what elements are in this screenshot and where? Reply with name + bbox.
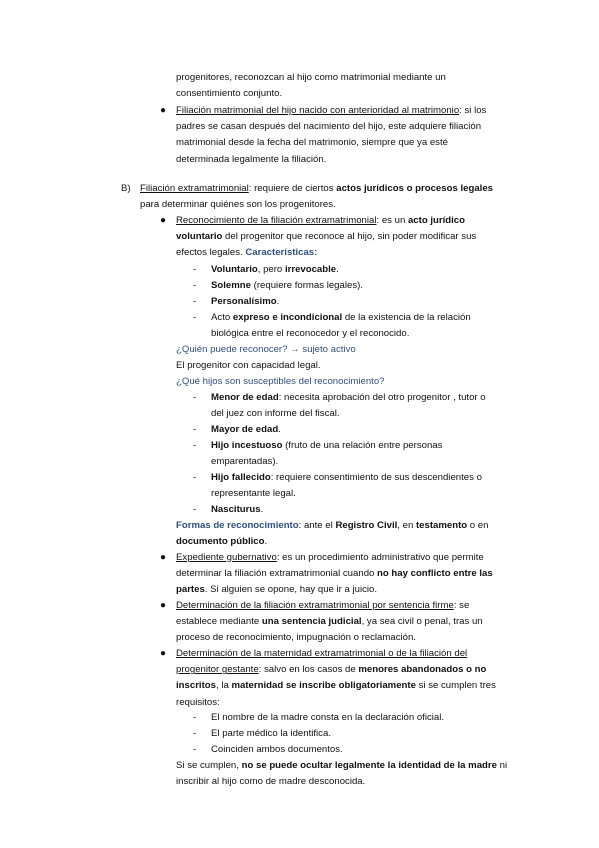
anterioridad-text: : si los <box>459 105 487 116</box>
menor-text: : necesita aprobación del otro progenitor , tutor o <box>278 392 486 403</box>
maternidad-heading-2: progenitor gestante <box>176 664 259 676</box>
inscritos-bold: inscritos <box>176 680 216 692</box>
fallecido-bold: Hijo fallecido <box>211 472 271 483</box>
anterioridad-line-2: padres se casan después del nacimiento del hijo, este adquiere filiación <box>176 121 482 133</box>
intro-line-1: progenitores, reconozcan al hijo como matrimonial mediante un <box>176 72 446 83</box>
dash-marker: - <box>193 392 197 403</box>
expediente-heading: Expediente gubernativo <box>176 552 277 563</box>
incestuoso-line-2: emparentadas). <box>211 456 279 468</box>
fallecido-text: : requiere consentimiento de sus descendientes o <box>270 472 482 483</box>
requisito-item: El nombre de la madre consta en la declaración oficial. <box>211 712 445 723</box>
caracteristica-item <box>211 278 363 294</box>
dash-marker: - <box>193 440 197 451</box>
maternidad-heading: Determinación de la maternidad extramatrimonial o de la filiación del <box>176 648 468 659</box>
formas-block <box>176 518 488 550</box>
bullet-icon: ● <box>160 648 167 659</box>
incestuoso-text: (fruto de una relación entre personas <box>282 440 443 451</box>
final-bold: no se puede ocultar legalmente la identidad de la madre <box>241 760 497 771</box>
caracteristica-item <box>211 294 279 310</box>
anterioridad-heading: Filiación matrimonial del hijo nacido con anterioridad al matrimonio <box>176 105 460 116</box>
formas-text-c: , en <box>397 520 416 531</box>
requisitos-label: requisitos: <box>176 696 220 708</box>
caracteristica-bold: Solemne <box>211 280 251 291</box>
fallecido-line-2: representante legal. <box>211 488 296 500</box>
caracteristica-text: (requiere formas legales). <box>251 280 363 291</box>
sentencia-bold: una sentencia judicial <box>261 616 362 628</box>
documento-publico-bold: documento público <box>176 536 265 548</box>
formas-text-d: o en <box>467 520 489 531</box>
que-hijos-question: ¿Qué hijos son susceptibles del reconocimiento? <box>176 376 385 388</box>
dash-marker: - <box>193 280 197 291</box>
menor-bold: Menor de edad <box>211 392 279 403</box>
dash-marker: - <box>193 312 197 323</box>
intro-line-2: consentimiento conjunto. <box>176 88 283 100</box>
anterioridad-line-3: matrimonial desde la fecha del matrimonio, siempre que ya esté <box>176 137 448 149</box>
testamento-bold: testamento <box>415 520 468 531</box>
anterioridad-line-4: determinada legalmente la filiación. <box>176 153 327 165</box>
mayor-bold: Mayor de edad <box>211 424 279 435</box>
section-b-bold: actos jurídicos o procesos legales <box>336 183 493 194</box>
acto-line-2: biológica entre el reconocedor y el reconocido. <box>211 328 410 340</box>
expediente-block <box>176 550 493 599</box>
quien-question: ¿Quién puede reconocer? → sujeto activo <box>176 344 356 355</box>
voluntario-bold: voluntario <box>176 231 223 243</box>
dash-marker: - <box>193 712 197 723</box>
intro-paragraph <box>176 70 446 102</box>
dash-marker: - <box>193 504 197 515</box>
sentencia-text: : se <box>453 600 470 611</box>
caracteristica-end: . <box>336 264 339 275</box>
sentencia-heading: Determinación de la filiación extramatrimonial por sentencia firme <box>176 600 454 611</box>
hijo-item-fallecido <box>211 470 482 502</box>
acto-text: Acto <box>211 312 233 323</box>
section-b-heading: Filiación extramatrimonial <box>140 183 249 194</box>
dash-marker: - <box>193 728 197 739</box>
bullet-icon: ● <box>160 552 167 563</box>
reconocimiento-line-3: efectos legales. <box>176 247 246 259</box>
expediente-text: : es un procedimiento administrativo que permite <box>276 552 484 563</box>
maternidad-text: : salvo en los casos de <box>258 664 359 676</box>
maternidad-final <box>176 758 507 790</box>
caracteristica-bold: Personalísimo <box>211 296 277 307</box>
mayor-text: . <box>278 424 281 435</box>
sentencia-line-2: establece mediante <box>176 616 262 628</box>
dash-marker: - <box>193 744 197 755</box>
bullet-icon: ● <box>160 600 167 611</box>
reconocimiento-line-2: del progenitor que reconoce al hijo, sin poder modificar sus <box>222 231 477 243</box>
quien-answer: El progenitor con capacidad legal. <box>176 360 321 372</box>
expediente-bold: no hay conflicto entre las <box>377 568 493 580</box>
expediente-line-3: . Si alguien se opone, hay que ir a juicio. <box>204 584 378 596</box>
maternidad-line-3: , la <box>216 680 232 692</box>
maternidad-line-3-rest: si se cumplen tres <box>415 680 496 692</box>
section-b-text: : requiere de ciertos <box>248 183 337 194</box>
maternidad-obligatoria-bold: maternidad se inscribe obligatoriamente <box>231 680 416 692</box>
bullet-icon: ● <box>160 105 167 116</box>
reconocimiento-heading: Reconocimiento de la filiación extramatrimonial <box>176 215 377 226</box>
requisito-item: El parte médico la identifica. <box>211 728 331 739</box>
caracteristicas-label: Características: <box>245 247 318 259</box>
acto-bold: expreso e incondicional <box>232 312 343 323</box>
reconocimiento-text: : es un <box>376 215 408 226</box>
dash-marker: - <box>193 264 197 275</box>
dash-marker: - <box>193 296 197 307</box>
final-text: Si se cumplen, <box>176 760 242 771</box>
section-b-paragraph <box>140 181 493 213</box>
hijo-item-menor <box>211 390 486 422</box>
caracteristica-item-acto <box>211 310 471 342</box>
sentencia-line-2-rest: , ya sea civil o penal, tras un <box>361 616 483 628</box>
sentencia-block <box>176 598 483 647</box>
acto-rest: de la existencia de la relación <box>342 312 471 323</box>
maternidad-block <box>176 646 496 711</box>
menor-line-2: del juez con informe del fiscal. <box>211 408 340 420</box>
bullet-icon: ● <box>160 215 167 226</box>
final-rest: ni <box>496 760 508 771</box>
partes-bold: partes <box>176 584 205 596</box>
dash-marker: - <box>193 472 197 483</box>
maternidad-bold: menores abandonados o no <box>358 664 487 676</box>
hijo-item-incestuoso <box>211 438 442 470</box>
reconocimiento-block <box>176 213 476 262</box>
bullet-anterioridad <box>176 103 486 168</box>
caracteristica-item <box>211 262 339 278</box>
final-line-2: inscribir al hijo como de madre desconocida. <box>176 776 366 788</box>
nasciturus-bold: Nasciturus <box>211 504 261 515</box>
formas-text-a: : ante el <box>298 520 336 531</box>
reconocimiento-bold: acto jurídico <box>407 215 466 226</box>
nasciturus-text: . <box>260 504 264 515</box>
section-b-letter: B) <box>121 183 131 194</box>
hijo-item-nasciturus <box>211 502 263 518</box>
requisito-item: Coinciden ambos documentos. <box>211 744 343 755</box>
expediente-line-2: determinar la filiación extramatrimonial cuando <box>176 568 378 580</box>
registro-civil-bold: Registro Civil <box>335 520 398 531</box>
formas-label: Formas de reconocimiento <box>176 520 299 531</box>
caracteristica-bold: Voluntario <box>211 264 258 275</box>
caracteristica-text: , pero <box>257 264 285 275</box>
dash-marker: - <box>193 424 197 435</box>
caracteristica-text: . <box>276 296 280 307</box>
caracteristica-bold-2: irrevocable <box>284 264 337 275</box>
incestuoso-bold: Hijo incestuoso <box>211 440 283 451</box>
sentencia-line-3: proceso de reconocimiento, impugnación o reclamación. <box>176 632 416 644</box>
quien-block <box>176 342 385 391</box>
section-b-line-2: para determinar quiénes son los progenitores. <box>140 199 336 211</box>
hijo-item-mayor <box>211 422 281 438</box>
formas-end: . <box>264 536 268 548</box>
